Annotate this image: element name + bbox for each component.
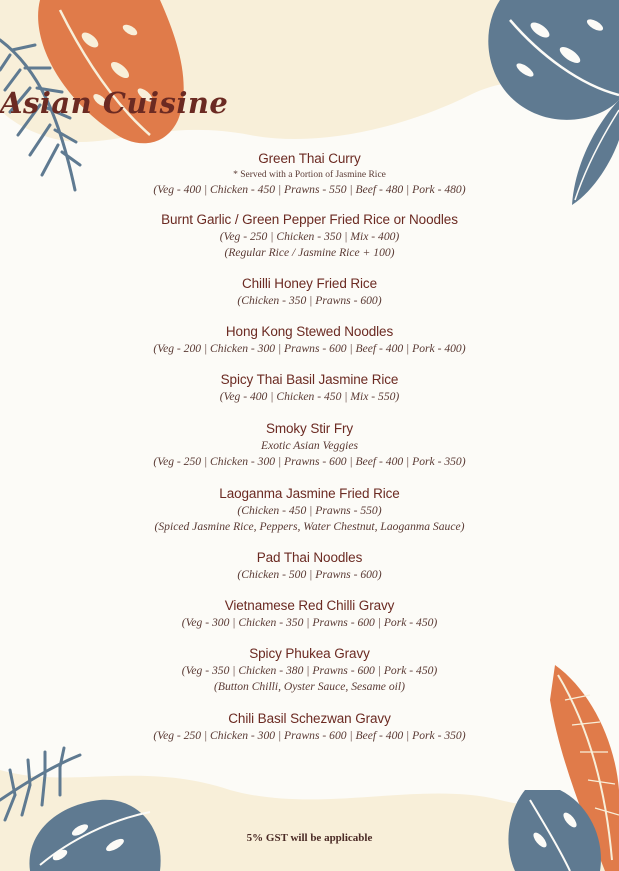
item-price-line: (Veg - 200 | Chicken - 300 | Prawns - 600 | Beef - 400 | Pork - 400) xyxy=(153,342,466,355)
menu-item xyxy=(0,597,619,631)
menu-item xyxy=(0,323,619,357)
item-detail-line: (Button Chilli, Oyster Sauce, Sesame oil) xyxy=(214,680,405,693)
item-name: Pad Thai Noodles xyxy=(256,550,363,565)
item-name: Chili Basil Schezwan Gravy xyxy=(228,711,391,726)
menu-item xyxy=(0,645,619,695)
item-price-line: (Chicken - 500 | Prawns - 600) xyxy=(237,568,382,581)
menu-item xyxy=(0,371,619,405)
item-price-line: (Veg - 250 | Chicken - 300 | Prawns - 600 | Beef - 400 | Pork - 350) xyxy=(153,455,466,468)
menu-item xyxy=(0,485,619,535)
item-note: * Served with a Portion of Jasmine Rice xyxy=(233,170,386,180)
menu-item xyxy=(0,549,619,583)
item-name: Green Thai Curry xyxy=(258,151,361,166)
item-price-line: (Veg - 400 | Chicken - 450 | Mix - 550) xyxy=(219,390,400,403)
item-name: Hong Kong Stewed Noodles xyxy=(225,324,394,339)
item-name: Smoky Stir Fry xyxy=(265,421,354,436)
item-price-line: (Chicken - 350 | Prawns - 600) xyxy=(237,294,382,307)
menu-item xyxy=(0,420,619,470)
menu-item xyxy=(0,211,619,261)
item-price-line: (Veg - 350 | Chicken - 380 | Prawns - 600 | Pork - 450) xyxy=(181,664,438,677)
page-title: Asian Cuisine xyxy=(0,86,229,120)
item-name: Vietnamese Red Chilli Gravy xyxy=(224,598,395,613)
item-price-line: (Veg - 400 | Chicken - 450 | Prawns - 550 | Beef - 480 | Pork - 480) xyxy=(153,183,466,196)
item-detail-line: (Regular Rice / Jasmine Rice + 100) xyxy=(224,246,395,259)
menu-item xyxy=(0,710,619,744)
menu-item xyxy=(0,150,619,198)
item-name: Laoganma Jasmine Fried Rice xyxy=(219,486,400,501)
item-price-line: (Veg - 300 | Chicken - 350 | Prawns - 600 | Pork - 450) xyxy=(181,616,438,629)
item-name: Chilli Honey Fried Rice xyxy=(242,276,377,291)
item-name: Spicy Phukea Gravy xyxy=(249,646,370,661)
item-name: Spicy Thai Basil Jasmine Rice xyxy=(220,372,399,387)
item-price-line: (Veg - 250 | Chicken - 300 | Prawns - 600 | Beef - 400 | Pork - 350) xyxy=(153,729,466,742)
item-detail-line: Exotic Asian Veggies xyxy=(260,439,359,452)
item-name: Burnt Garlic / Green Pepper Fried Rice or Noodles xyxy=(161,212,458,227)
menu-item xyxy=(0,275,619,309)
gst-footer-note: 5% GST will be applicable xyxy=(246,832,373,844)
item-detail-line: (Spiced Jasmine Rice, Peppers, Water Chestnut, Laoganma Sauce) xyxy=(154,520,465,533)
item-price-line: (Chicken - 450 | Prawns - 550) xyxy=(237,504,382,517)
item-price-line: (Veg - 250 | Chicken - 350 | Mix - 400) xyxy=(219,230,400,243)
